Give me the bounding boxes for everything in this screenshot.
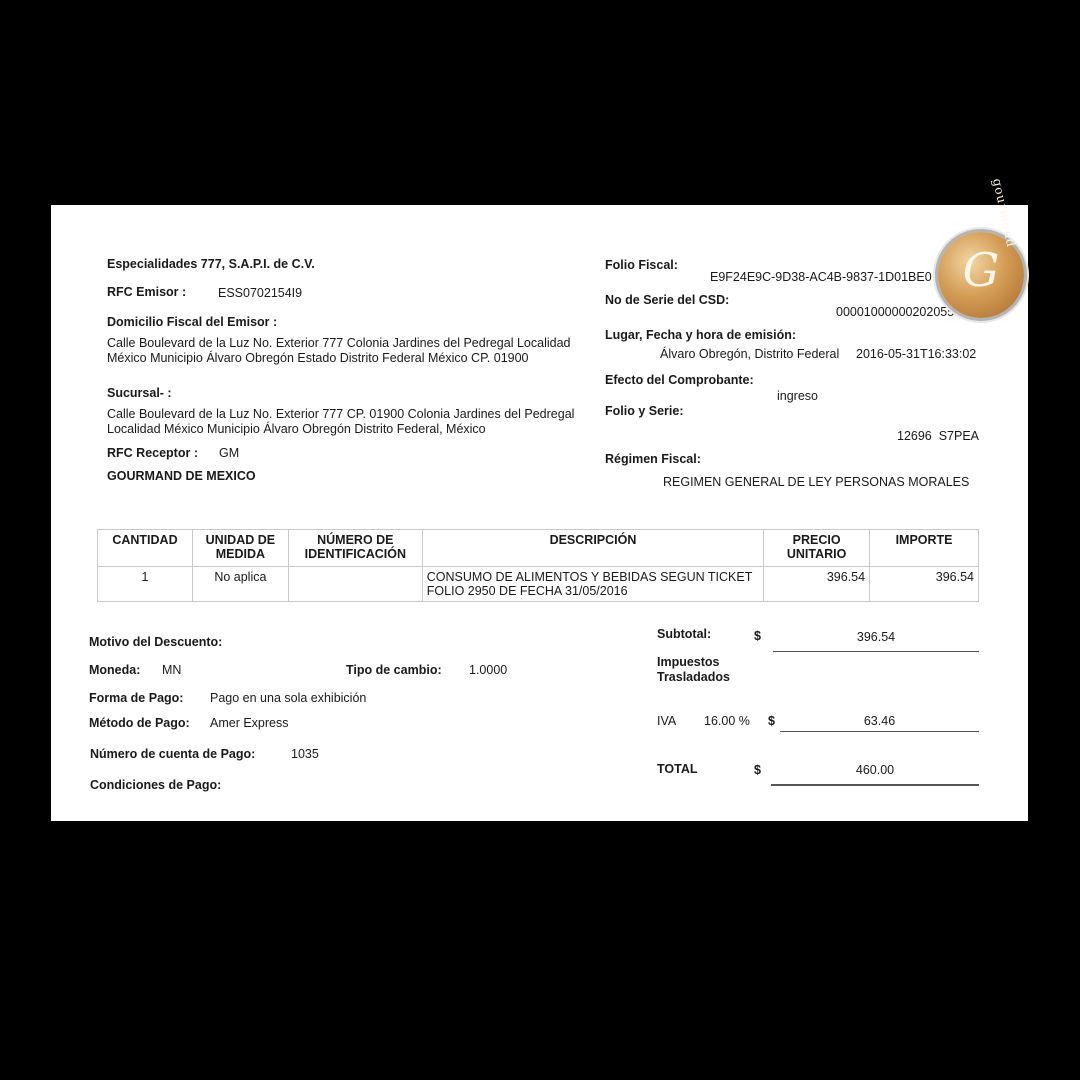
domicilio-label: Domicilio Fiscal del Emisor : — [107, 315, 278, 329]
cell-identificacion — [288, 567, 422, 602]
impuestos-trasladados-label: Impuestos Trasladados — [657, 655, 730, 684]
forma-pago-value: Pago en una sola exhibición — [210, 691, 367, 705]
folio-serie-value: 12696 S7PEA — [897, 429, 980, 443]
rfc-receptor-value: GM — [219, 446, 240, 460]
header-cantidad: CANTIDAD — [98, 530, 193, 567]
serie-csd-label: No de Serie del CSD: — [605, 293, 730, 307]
regimen-value: REGIMEN GENERAL DE LEY PERSONAS MORALES — [663, 475, 970, 489]
rfc-receptor-label: RFC Receptor : — [107, 446, 198, 460]
motivo-descuento-label: Motivo del Descuento: — [89, 635, 223, 649]
serie-csd-value: 00001000000202055 — [836, 305, 955, 319]
iva-rate: 16.00 % — [704, 714, 750, 728]
items-table — [97, 529, 979, 602]
header-identificacion: NÚMERO DE IDENTIFICACIÓN — [288, 530, 422, 567]
folio-fiscal-value: E9F24E9C-9D38-AC4B-9837-1D01BE0 — [710, 270, 932, 284]
tipo-cambio-label: Tipo de cambio: — [346, 663, 442, 677]
iva-currency: $ — [768, 714, 775, 728]
cell-precio: 396.54 — [764, 567, 870, 602]
metodo-pago-label: Método de Pago: — [89, 716, 190, 730]
invoice-document — [51, 177, 1028, 821]
seal-letter: G — [962, 243, 1000, 297]
gourmand-seal-logo — [938, 177, 1024, 318]
total-value: 460.00 — [855, 763, 895, 777]
subtotal-label: Subtotal: — [657, 627, 712, 641]
subtotal-value: 396.54 — [856, 630, 896, 644]
header-importe: IMPORTE — [870, 530, 979, 567]
iva-label: IVA — [657, 714, 677, 728]
subtotal-currency: $ — [754, 629, 761, 643]
folio-serie-label: Folio y Serie: — [605, 404, 684, 418]
table-header-row — [98, 530, 979, 567]
lugar-fecha-label: Lugar, Fecha y hora de emisión: — [605, 328, 797, 342]
lugar-value: Álvaro Obregón, Distrito Federal — [660, 347, 840, 361]
cell-unidad: No aplica — [192, 567, 288, 602]
emisor-name: Especialidades 777, S.A.P.I. de C.V. — [107, 257, 315, 271]
header-precio: PRECIO UNITARIO — [764, 530, 870, 567]
cell-descripcion: CONSUMO DE ALIMENTOS Y BEBIDAS SEGUN TICKET FOLIO 2950 DE FECHA 31/05/2016 — [422, 567, 763, 602]
cuenta-pago-label: Número de cuenta de Pago: — [90, 747, 256, 761]
iva-value: 63.46 — [863, 714, 896, 728]
folio-fiscal-label: Folio Fiscal: — [605, 258, 678, 272]
total-underline — [771, 784, 979, 786]
condiciones-pago-label: Condiciones de Pago: — [90, 778, 222, 792]
rfc-emisor-label: RFC Emisor : — [107, 285, 187, 299]
forma-pago-label: Forma de Pago: — [89, 691, 184, 705]
seal-word: gourmand — [989, 177, 1018, 249]
sucursal-label: Sucursal- : — [107, 386, 172, 400]
efecto-label: Efecto del Comprobante: — [605, 373, 754, 387]
rfc-emisor-value: ESS0702154I9 — [218, 286, 303, 300]
moneda-label: Moneda: — [89, 663, 141, 677]
sucursal-value: Calle Boulevard de la Luz No. Exterior 777 CP. 01900 Colonia Jardines del Pedregal Localidad México Municipio Álvaro Obregón Distrito Federal, México — [107, 407, 575, 436]
fecha-value: 2016-05-31T16:33:02 — [856, 347, 977, 361]
receptor-name: GOURMAND DE MEXICO — [107, 469, 256, 483]
total-currency: $ — [754, 763, 761, 777]
subtotal-underline — [773, 651, 979, 652]
iva-underline — [780, 731, 979, 732]
table-row — [98, 567, 979, 602]
total-label: TOTAL — [657, 762, 698, 776]
metodo-pago-value: Amer Express — [210, 716, 289, 730]
header-unidad: UNIDAD DE MEDIDA — [192, 530, 288, 567]
moneda-value: MN — [162, 663, 182, 677]
regimen-label: Régimen Fiscal: — [605, 452, 701, 466]
cuenta-pago-value: 1035 — [291, 747, 319, 761]
cell-importe: 396.54 — [870, 567, 979, 602]
tipo-cambio-value: 1.0000 — [469, 663, 508, 677]
efecto-value: ingreso — [777, 389, 818, 403]
domicilio-value: Calle Boulevard de la Luz No. Exterior 777 Colonia Jardines del Pedregal Localidad México Municipio Álvaro Obregón Estado Distrito Federal México CP. 01900 — [107, 336, 571, 365]
header-descripcion: DESCRIPCIÓN — [422, 530, 763, 567]
cell-cantidad: 1 — [98, 567, 193, 602]
